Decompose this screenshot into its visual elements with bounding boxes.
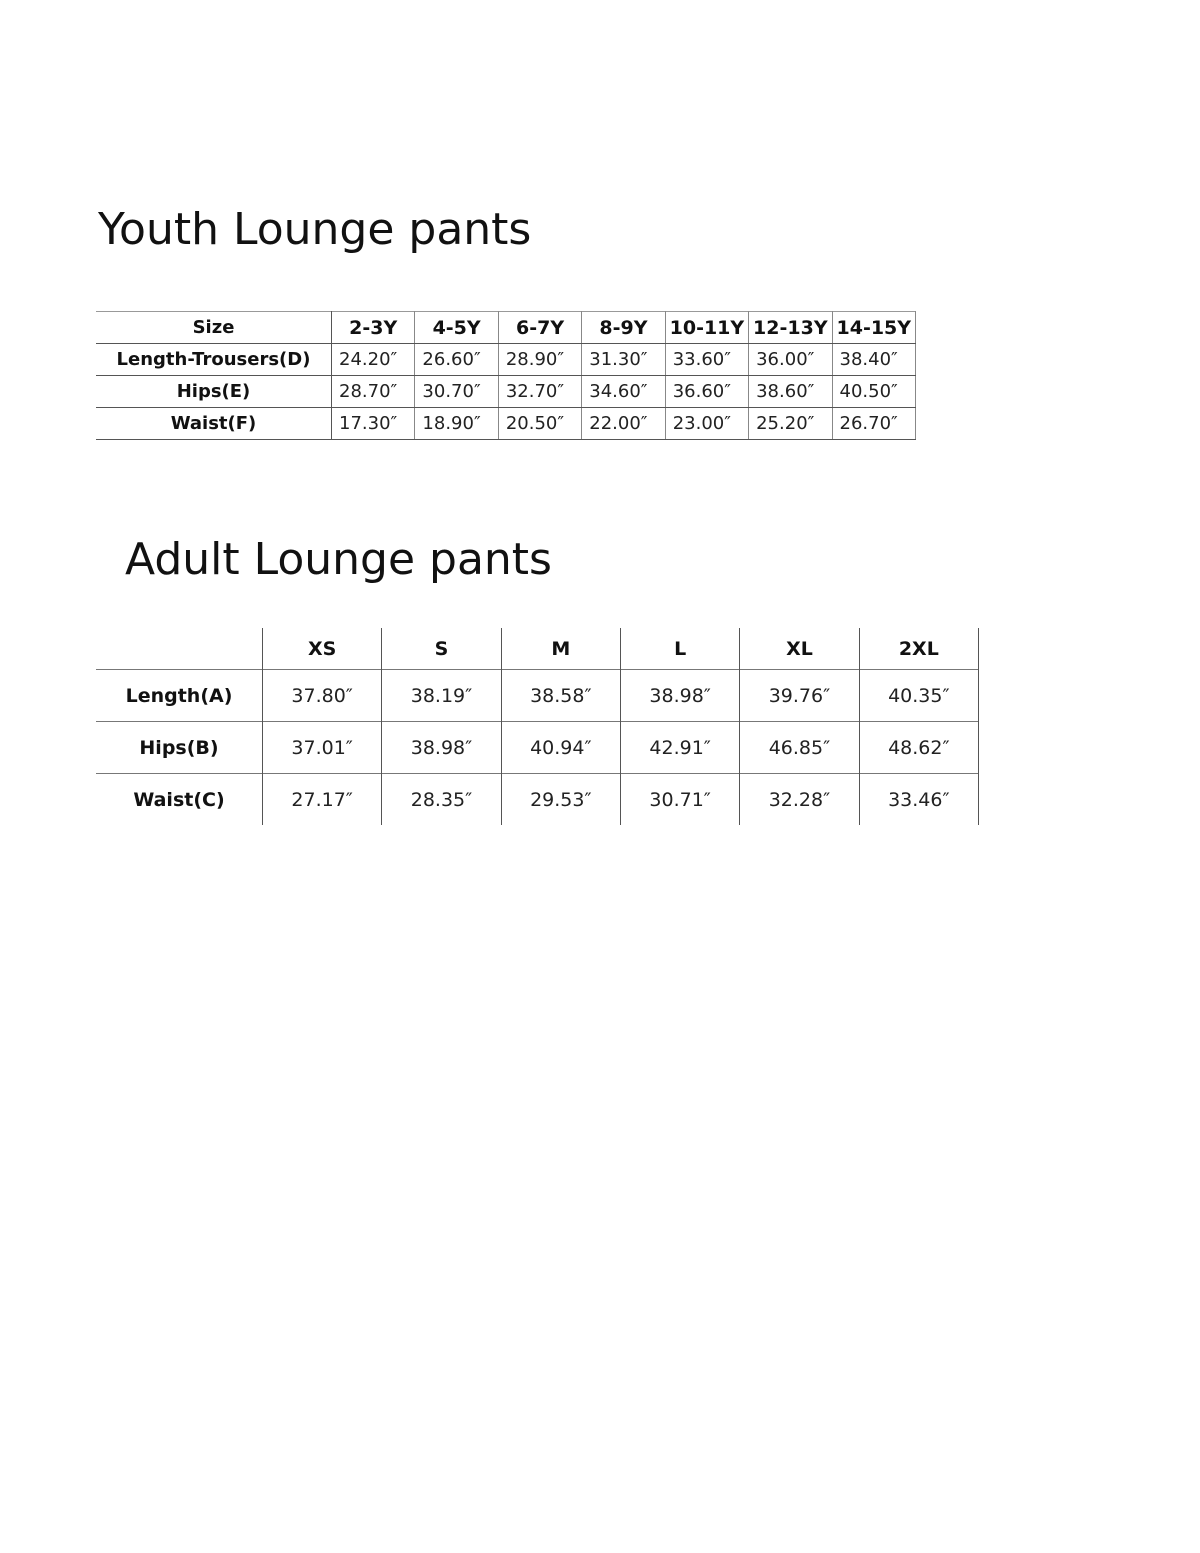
table-cell: 36.00″ [749,344,832,376]
adult-row-label: Hips(B) [96,722,263,774]
adult-col-l: L [620,628,739,670]
adult-col-xl: XL [740,628,859,670]
youth-header-row [96,312,916,344]
adult-col-m: M [501,628,620,670]
table-cell: 20.50″ [498,408,581,440]
adult-col-xs: XS [263,628,382,670]
table-cell: 17.30″ [332,408,415,440]
table-row [96,774,979,826]
table-cell: 30.70″ [415,376,498,408]
table-cell: 40.35″ [859,670,978,722]
adult-col-s: S [382,628,501,670]
youth-size-table [96,311,916,440]
table-cell: 38.98″ [620,670,739,722]
table-cell: 37.80″ [263,670,382,722]
table-cell: 32.28″ [740,774,859,826]
table-row [96,344,916,376]
table-cell: 46.85″ [740,722,859,774]
table-cell: 28.70″ [332,376,415,408]
youth-col-8-9y: 8-9Y [582,312,665,344]
youth-col-6-7y: 6-7Y [498,312,581,344]
table-cell: 39.76″ [740,670,859,722]
table-cell: 48.62″ [859,722,978,774]
youth-row-label: Hips(E) [96,376,332,408]
adult-section-title: Adult Lounge pants [125,534,552,585]
table-row [96,722,979,774]
table-cell: 26.60″ [415,344,498,376]
table-cell: 26.70″ [832,408,915,440]
table-cell: 38.58″ [501,670,620,722]
table-cell: 29.53″ [501,774,620,826]
adult-row-label: Length(A) [96,670,263,722]
table-row [96,376,916,408]
table-cell: 38.60″ [749,376,832,408]
table-cell: 27.17″ [263,774,382,826]
table-row [96,670,979,722]
table-cell: 28.90″ [498,344,581,376]
table-cell: 38.98″ [382,722,501,774]
table-cell: 40.94″ [501,722,620,774]
table-cell: 32.70″ [498,376,581,408]
youth-col-14-15y: 14-15Y [832,312,915,344]
youth-col-12-13y: 12-13Y [749,312,832,344]
adult-size-table [96,628,979,825]
adult-col-2xl: 2XL [859,628,978,670]
table-cell: 24.20″ [332,344,415,376]
adult-header-row [96,628,979,670]
table-cell: 37.01″ [263,722,382,774]
adult-header-corner [96,628,263,670]
table-cell: 38.19″ [382,670,501,722]
youth-col-10-11y: 10-11Y [665,312,748,344]
youth-row-label: Waist(F) [96,408,332,440]
table-cell: 33.60″ [665,344,748,376]
table-cell: 31.30″ [582,344,665,376]
table-cell: 38.40″ [832,344,915,376]
youth-section-title: Youth Lounge pants [98,204,532,255]
table-cell: 34.60″ [582,376,665,408]
table-cell: 28.35″ [382,774,501,826]
adult-row-label: Waist(C) [96,774,263,826]
youth-col-2-3y: 2-3Y [332,312,415,344]
youth-col-4-5y: 4-5Y [415,312,498,344]
table-cell: 18.90″ [415,408,498,440]
table-cell: 22.00″ [582,408,665,440]
table-cell: 40.50″ [832,376,915,408]
table-row [96,408,916,440]
table-cell: 42.91″ [620,722,739,774]
table-cell: 33.46″ [859,774,978,826]
table-cell: 30.71″ [620,774,739,826]
table-cell: 23.00″ [665,408,748,440]
table-cell: 25.20″ [749,408,832,440]
table-cell: 36.60″ [665,376,748,408]
youth-row-label: Length-Trousers(D) [96,344,332,376]
youth-header-size: Size [96,312,332,344]
